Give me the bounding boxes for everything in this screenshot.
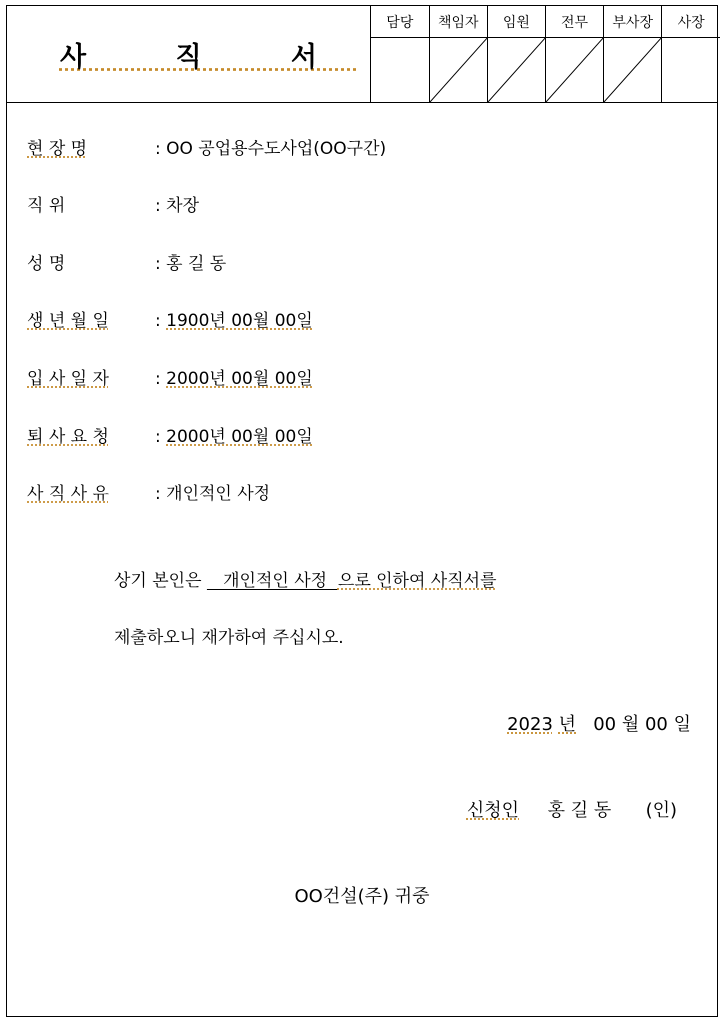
diagonal-slash bbox=[488, 38, 545, 102]
date-month: 00 bbox=[593, 714, 617, 735]
applicant-seal[interactable]: (인) bbox=[645, 800, 677, 821]
date-month-unit: 월 bbox=[621, 714, 640, 735]
statement-line-1 bbox=[114, 566, 497, 591]
field-birth-date bbox=[27, 306, 313, 331]
diagonal-slash bbox=[546, 38, 603, 102]
approval-table bbox=[370, 6, 720, 102]
statement-prefix: 상기 본인은 bbox=[114, 571, 207, 591]
form-title: 사 직 서 bbox=[59, 41, 358, 73]
approval-signature-row bbox=[371, 38, 720, 103]
field-label: 입 사 일 자 bbox=[27, 369, 109, 389]
field-label: 퇴 사 요 청 bbox=[27, 427, 109, 447]
field-label: 현 장 명 bbox=[27, 139, 88, 159]
signature-cell-manager[interactable] bbox=[429, 38, 487, 103]
field-value: 1900년 00월 00일 bbox=[166, 311, 313, 331]
field-value: OO 공업용수도사업(OO구간) bbox=[166, 139, 387, 159]
field-position bbox=[27, 191, 199, 216]
form-header bbox=[7, 6, 717, 103]
field-site-name bbox=[27, 134, 386, 159]
approval-role-executive: 임원 bbox=[487, 6, 545, 38]
field-resignation-reason bbox=[27, 479, 270, 504]
approval-role-president: 사장 bbox=[662, 6, 720, 38]
approval-role-managing-director: 전무 bbox=[545, 6, 603, 38]
diagonal-slash bbox=[604, 38, 661, 102]
statement-line-2: 제출하오니 재가하여 주십시오. bbox=[114, 628, 344, 648]
signature-cell-vice-president[interactable] bbox=[604, 38, 662, 103]
applicant-label: 신청인 bbox=[466, 800, 519, 821]
form-title-cell bbox=[7, 6, 370, 102]
field-separator: : bbox=[155, 196, 161, 216]
field-separator: : bbox=[155, 311, 161, 331]
date-year: 2023 bbox=[507, 714, 553, 735]
field-label: 성 명 bbox=[27, 254, 66, 274]
field-value: 홍 길 동 bbox=[166, 254, 227, 274]
approval-roles-row bbox=[371, 6, 720, 38]
application-date bbox=[507, 710, 691, 736]
field-separator: : bbox=[155, 139, 161, 159]
field-separator: : bbox=[155, 484, 161, 504]
field-label: 생 년 월 일 bbox=[27, 311, 109, 331]
field-value: 개인적인 사정 bbox=[166, 484, 271, 504]
approval-role-staff: 담당 bbox=[371, 6, 429, 38]
date-day-unit: 일 bbox=[673, 714, 691, 735]
approval-role-manager: 책임자 bbox=[429, 6, 487, 38]
field-value: 2000년 00월 00일 bbox=[166, 369, 313, 389]
signature-cell-managing-director[interactable] bbox=[545, 38, 603, 103]
field-separator: : bbox=[155, 254, 161, 274]
field-value: 2000년 00월 00일 bbox=[166, 427, 313, 447]
diagonal-slash bbox=[430, 38, 487, 102]
field-hire-date bbox=[27, 364, 313, 389]
date-year-unit: 년 bbox=[558, 714, 577, 735]
approval-role-vice-president: 부사장 bbox=[604, 6, 662, 38]
resignation-form bbox=[6, 5, 718, 1017]
field-value: 차장 bbox=[166, 196, 199, 216]
recipient: OO건설(주) 귀중 bbox=[294, 886, 430, 907]
date-day: 00 bbox=[644, 714, 668, 735]
field-name bbox=[27, 249, 226, 274]
applicant-name: 홍 길 동 bbox=[547, 800, 612, 821]
signature-cell-staff[interactable] bbox=[371, 38, 429, 103]
field-label: 사 직 사 유 bbox=[27, 484, 109, 504]
signature-cell-president[interactable] bbox=[662, 38, 720, 103]
field-separator: : bbox=[155, 369, 161, 389]
field-separator: : bbox=[155, 427, 161, 447]
applicant-signature bbox=[467, 796, 677, 822]
statement-reason: 개인적인 사정 bbox=[206, 571, 338, 591]
field-resignation-request bbox=[27, 422, 313, 447]
signature-cell-executive[interactable] bbox=[487, 38, 545, 103]
field-label: 직 위 bbox=[27, 196, 66, 216]
statement-suffix: 으로 인하여 사직서를 bbox=[337, 571, 497, 591]
